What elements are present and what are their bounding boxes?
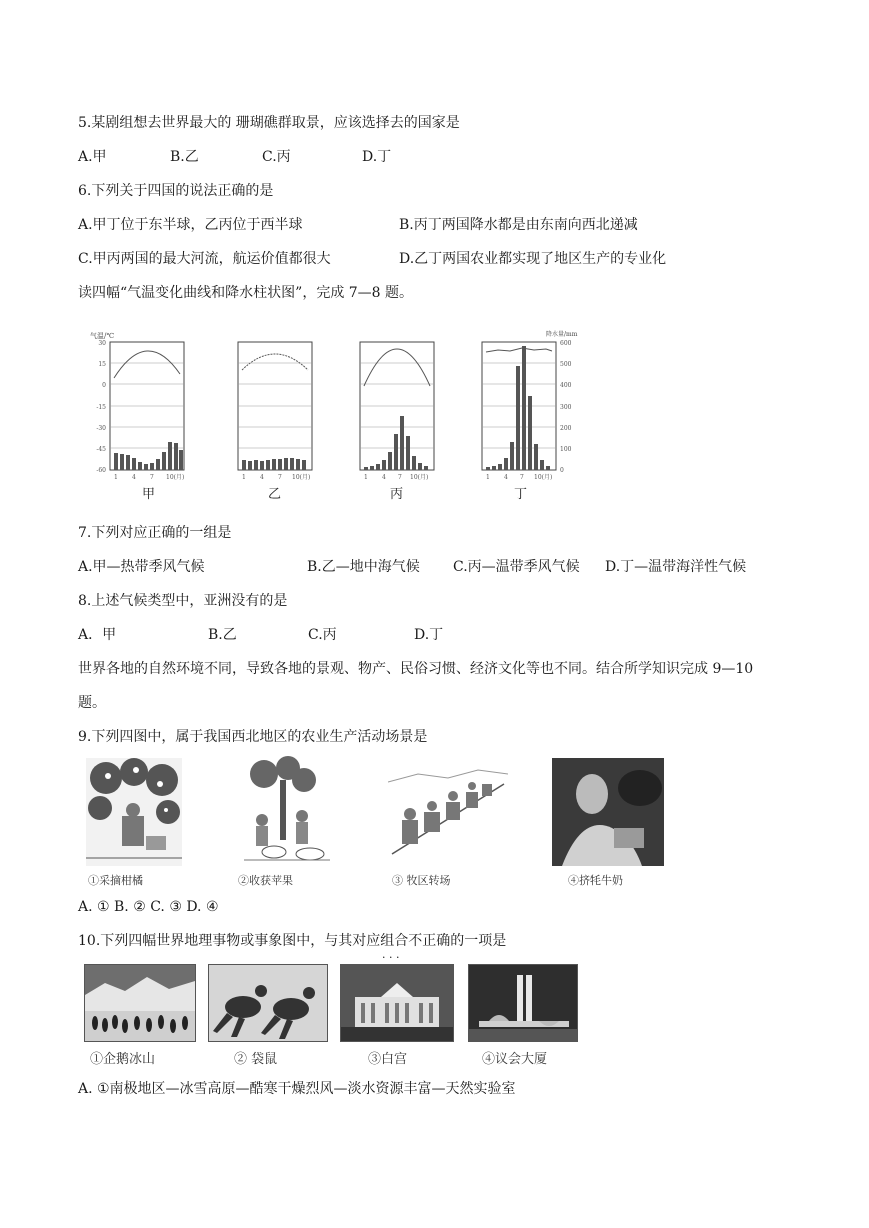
q9-stem: 9.下列四图中，属于我国西北地区的农业生产活动场景是	[78, 729, 428, 745]
q6-stem: 6.下列关于四国的说法正确的是	[78, 183, 274, 199]
q5-option-c: C.丙	[262, 149, 291, 165]
svg-text:10(月): 10(月)	[292, 474, 311, 481]
svg-text:-45: -45	[96, 446, 106, 453]
svg-text:1: 1	[486, 474, 490, 481]
q5-stem: 5.某剧组想去世界最大的 珊瑚礁群取景，应该选择去的国家是	[78, 115, 460, 131]
q6-option-d: D.乙丁两国农业都实现了地区生产的专业化	[399, 251, 667, 267]
svg-text:1: 1	[242, 474, 246, 481]
q7-option-c: C.丙—温带季风气候	[453, 559, 580, 575]
q10-images	[84, 964, 584, 1074]
q8-option-a: A．甲	[78, 627, 117, 643]
emphasis-dots: · · ·	[382, 951, 400, 964]
intro-9-10-line2: 题。	[78, 695, 106, 711]
q5-option-a: A.甲	[78, 149, 107, 165]
q8-stem: 8.上述气候类型中，亚洲没有的是	[78, 593, 288, 609]
svg-text:4: 4	[132, 474, 136, 481]
q10-caption-1: ①企鹅冰山	[90, 1052, 156, 1067]
svg-text:10(月): 10(月)	[534, 474, 553, 481]
climate-chart-jia	[90, 331, 184, 502]
svg-text:300: 300	[560, 404, 572, 411]
caption-4: ④挤牦牛奶	[568, 874, 623, 887]
svg-text:7: 7	[398, 474, 402, 481]
chart-name-bing: 丙	[390, 487, 404, 502]
q10-stem: 10.下列四幅世界地理事物或事象图中，与其对应组合不正确的一项是	[78, 933, 507, 949]
milking-yak-image	[552, 758, 664, 866]
svg-text:-60: -60	[96, 467, 106, 474]
svg-text:15: 15	[98, 361, 106, 368]
svg-text:1: 1	[114, 474, 118, 481]
svg-text:0: 0	[560, 467, 564, 474]
svg-text:7: 7	[520, 474, 524, 481]
precip-axis-label: 降水量/mm	[546, 331, 578, 338]
harvesting-apples-image	[234, 756, 334, 868]
climate-chart-ding	[482, 330, 578, 502]
q7-option-d: D.丁—温带海洋性气候	[605, 559, 747, 575]
q8-option-c: C.丙	[308, 627, 337, 643]
q10-caption-4: ④议会大厦	[482, 1052, 548, 1067]
svg-text:1: 1	[364, 474, 368, 481]
q5-option-b: B.乙	[170, 149, 199, 165]
caption-2: ②收获苹果	[238, 874, 293, 887]
svg-text:-30: -30	[96, 425, 106, 432]
svg-text:10(月): 10(月)	[166, 474, 185, 481]
svg-text:100: 100	[560, 446, 572, 453]
q7-option-a: A.甲—热带季风气候	[78, 559, 205, 575]
chart-name-ding: 丁	[514, 487, 528, 502]
q5-option-d: D.丁	[362, 149, 392, 165]
svg-text:4: 4	[382, 474, 386, 481]
climate-chart-bing	[360, 342, 434, 502]
svg-text:7: 7	[150, 474, 154, 481]
kangaroo-image	[208, 964, 328, 1042]
svg-text:7: 7	[278, 474, 282, 481]
q9-images	[82, 756, 672, 892]
parliament-building-image	[468, 964, 578, 1042]
svg-text:600: 600	[560, 340, 572, 347]
intro-7-8: 读四幅“气温变化曲线和降水柱状图”，完成 7—8 题。	[78, 285, 414, 301]
q8-option-d: D.丁	[414, 627, 444, 643]
chart-name-yi: 乙	[268, 487, 282, 502]
svg-text:500: 500	[560, 361, 572, 368]
q10-option-a: A. ①南极地区—冰雪高原—酷寒干燥烈风—淡水资源丰富—天然实验室	[78, 1081, 516, 1097]
q6-option-a: A.甲丁位于东半球，乙丙位于西半球	[78, 217, 303, 233]
svg-text:400: 400	[560, 382, 572, 389]
q7-stem: 7.下列对应正确的一组是	[78, 525, 232, 541]
svg-text:30: 30	[98, 340, 106, 347]
penguin-iceberg-image	[84, 964, 196, 1042]
q10-caption-2: ② 袋鼠	[234, 1052, 278, 1067]
caption-3: ③ 牧区转场	[392, 874, 451, 887]
svg-text:-15: -15	[96, 404, 106, 411]
white-house-image	[340, 964, 454, 1042]
climate-charts-figure	[84, 326, 604, 506]
q10-caption-3: ③白宫	[368, 1052, 408, 1067]
svg-text:4: 4	[260, 474, 264, 481]
q6-option-b: B.丙丁两国降水都是由东南向西北递减	[399, 217, 638, 233]
pasture-migration-image	[388, 764, 508, 860]
svg-text:200: 200	[560, 425, 572, 432]
temp-axis-label: 气温/℃	[90, 332, 115, 340]
intro-9-10-line1: 世界各地的自然环境不同，导致各地的景观、物产、民俗习惯、经济文化等也不同。结合所学知识完成 9—10	[78, 661, 754, 677]
q7-option-b: B.乙—地中海气候	[307, 559, 420, 575]
svg-text:10(月): 10(月)	[410, 474, 429, 481]
chart-name-jia: 甲	[142, 487, 156, 502]
q6-option-c: C.甲丙两国的最大河流，航运价值都很大	[78, 251, 331, 267]
q8-option-b: B.乙	[208, 627, 237, 643]
picking-oranges-image	[86, 758, 182, 866]
q9-options: A. ① B. ② C. ③ D. ④	[78, 899, 219, 915]
svg-text:0: 0	[102, 382, 106, 389]
svg-text:4: 4	[504, 474, 508, 481]
caption-1: ①采摘柑橘	[88, 874, 143, 887]
climate-chart-yi	[238, 342, 312, 502]
